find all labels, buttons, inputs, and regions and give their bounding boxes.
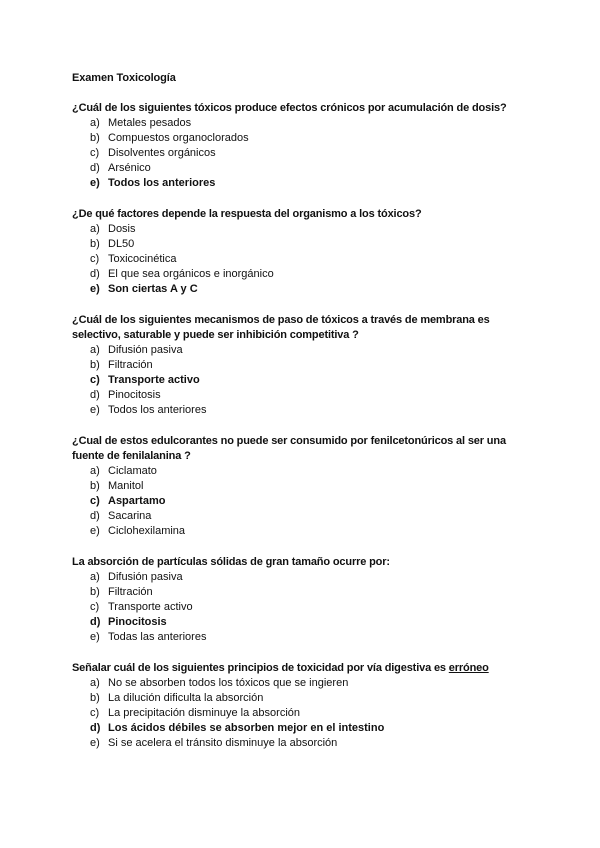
option-text: Transporte activo: [108, 374, 200, 386]
option-text: Difusión pasiva: [108, 344, 183, 356]
option: [72, 630, 534, 645]
option-text: Difusión pasiva: [108, 571, 183, 583]
option-letter: b): [90, 692, 100, 704]
option-correct: [72, 373, 534, 388]
option-text: Toxicocinética: [108, 253, 177, 265]
option: [72, 691, 534, 706]
option: [72, 161, 534, 176]
option-correct: [72, 176, 534, 191]
option: [72, 343, 534, 358]
option: [72, 524, 534, 539]
option: [72, 479, 534, 494]
option: [72, 237, 534, 252]
question-3: [72, 313, 534, 418]
option-text: Aspartamo: [108, 495, 166, 507]
option-text: Metales pesados: [108, 117, 192, 129]
option-letter: e): [90, 404, 100, 416]
option-text: El que sea orgánicos e inorgánico: [108, 268, 274, 280]
option-letter: c): [90, 147, 100, 159]
option-letter: e): [90, 525, 100, 537]
option: [72, 600, 534, 615]
option-letter: d): [90, 616, 101, 628]
option-text: Ciclohexilamina: [108, 525, 186, 537]
question-text: ¿Cual de estos edulcorantes no puede ser consumido por fenilcetonúricos al ser una fuente de fenilalanina ?: [72, 435, 506, 462]
option: [72, 570, 534, 585]
question-2: [72, 207, 534, 297]
option: [72, 222, 534, 237]
option-text: Son ciertas A y C: [108, 283, 198, 295]
option-letter: d): [90, 268, 100, 280]
option-letter: a): [90, 117, 100, 129]
option-letter: c): [90, 374, 100, 386]
question-1: [72, 101, 534, 191]
option-letter: a): [90, 223, 100, 235]
option-letter: e): [90, 631, 100, 643]
option-letter: a): [90, 571, 100, 583]
options-list: [72, 676, 534, 751]
option-letter: c): [90, 495, 100, 507]
option: [72, 358, 534, 373]
option: [72, 267, 534, 282]
option-text: Dosis: [108, 223, 136, 235]
option-correct: [72, 615, 534, 630]
option-correct: [72, 721, 534, 736]
option-correct: [72, 282, 534, 297]
option-letter: a): [90, 344, 100, 356]
options-list: [72, 116, 534, 191]
option-letter: b): [90, 480, 100, 492]
option: [72, 509, 534, 524]
option-text: Disolventes orgánicos: [108, 147, 216, 159]
option-letter: d): [90, 722, 101, 734]
option-letter: b): [90, 586, 100, 598]
option-letter: b): [90, 132, 100, 144]
option: [72, 585, 534, 600]
option-letter: d): [90, 389, 100, 401]
option: [72, 706, 534, 721]
option-text: No se absorben todos los tóxicos que se ingieren: [108, 677, 349, 689]
option-text: Compuestos organoclorados: [108, 132, 249, 144]
question-text-main: Señalar cuál de los siguientes principios de toxicidad por vía digestiva es: [72, 662, 449, 674]
option-text: Todos los anteriores: [108, 177, 216, 189]
question-4: [72, 434, 534, 539]
option-text: Todos los anteriores: [108, 404, 207, 416]
option-text: Todas las anteriores: [108, 631, 207, 643]
options-list: [72, 570, 534, 645]
page-title: Examen Toxicología: [72, 72, 176, 84]
option-text: Pinocitosis: [108, 389, 161, 401]
option-text: Arsénico: [108, 162, 151, 174]
option: [72, 676, 534, 691]
option-text: Ciclamato: [108, 465, 157, 477]
option-text: Manitol: [108, 480, 144, 492]
question-text: ¿De qué factores depende la respuesta del organismo a los tóxicos?: [72, 208, 422, 220]
option-text: Los ácidos débiles se absorben mejor en el intestino: [108, 722, 385, 734]
option-letter: a): [90, 465, 100, 477]
option-text: DL50: [108, 238, 135, 250]
option-text: Transporte activo: [108, 601, 193, 613]
option-text: Pinocitosis: [108, 616, 167, 628]
option-text: La precipitación disminuye la absorción: [108, 707, 300, 719]
option-letter: e): [90, 283, 100, 295]
option-letter: b): [90, 238, 100, 250]
option-letter: a): [90, 677, 100, 689]
option-letter: c): [90, 601, 100, 613]
option: [72, 252, 534, 267]
option-letter: c): [90, 707, 100, 719]
question-text: ¿Cuál de los siguientes tóxicos produce efectos crónicos por acumulación de dosis?: [72, 102, 507, 114]
option-letter: d): [90, 510, 100, 522]
options-list: [72, 343, 534, 418]
option-text: La dilución dificulta la absorción: [108, 692, 264, 704]
question-text-underlined: erróneo: [448, 662, 489, 674]
option-letter: e): [90, 177, 100, 189]
option-text: Filtración: [108, 359, 153, 371]
option: [72, 146, 534, 161]
option-letter: e): [90, 737, 100, 749]
option: [72, 116, 534, 131]
question-6: [72, 661, 534, 751]
option: [72, 131, 534, 146]
option-correct: [72, 494, 534, 509]
option: [72, 388, 534, 403]
question-text: La absorción de partículas sólidas de gran tamaño ocurre por:: [72, 556, 390, 568]
question-text: ¿Cuál de los siguientes mecanismos de paso de tóxicos a través de membrana es selectivo, saturable y puede ser inhibición competitiva ?: [72, 314, 490, 341]
options-list: [72, 222, 534, 297]
option: [72, 464, 534, 479]
options-list: [72, 464, 534, 539]
option-text: Sacarina: [108, 510, 152, 522]
option-text: Filtración: [108, 586, 153, 598]
option-letter: c): [90, 253, 100, 265]
question-5: [72, 555, 534, 645]
question-text: [72, 661, 534, 676]
option: [72, 403, 534, 418]
option-text: Si se acelera el tránsito disminuye la absorción: [108, 737, 338, 749]
option-letter: b): [90, 359, 100, 371]
option-letter: d): [90, 162, 100, 174]
option: [72, 736, 534, 751]
